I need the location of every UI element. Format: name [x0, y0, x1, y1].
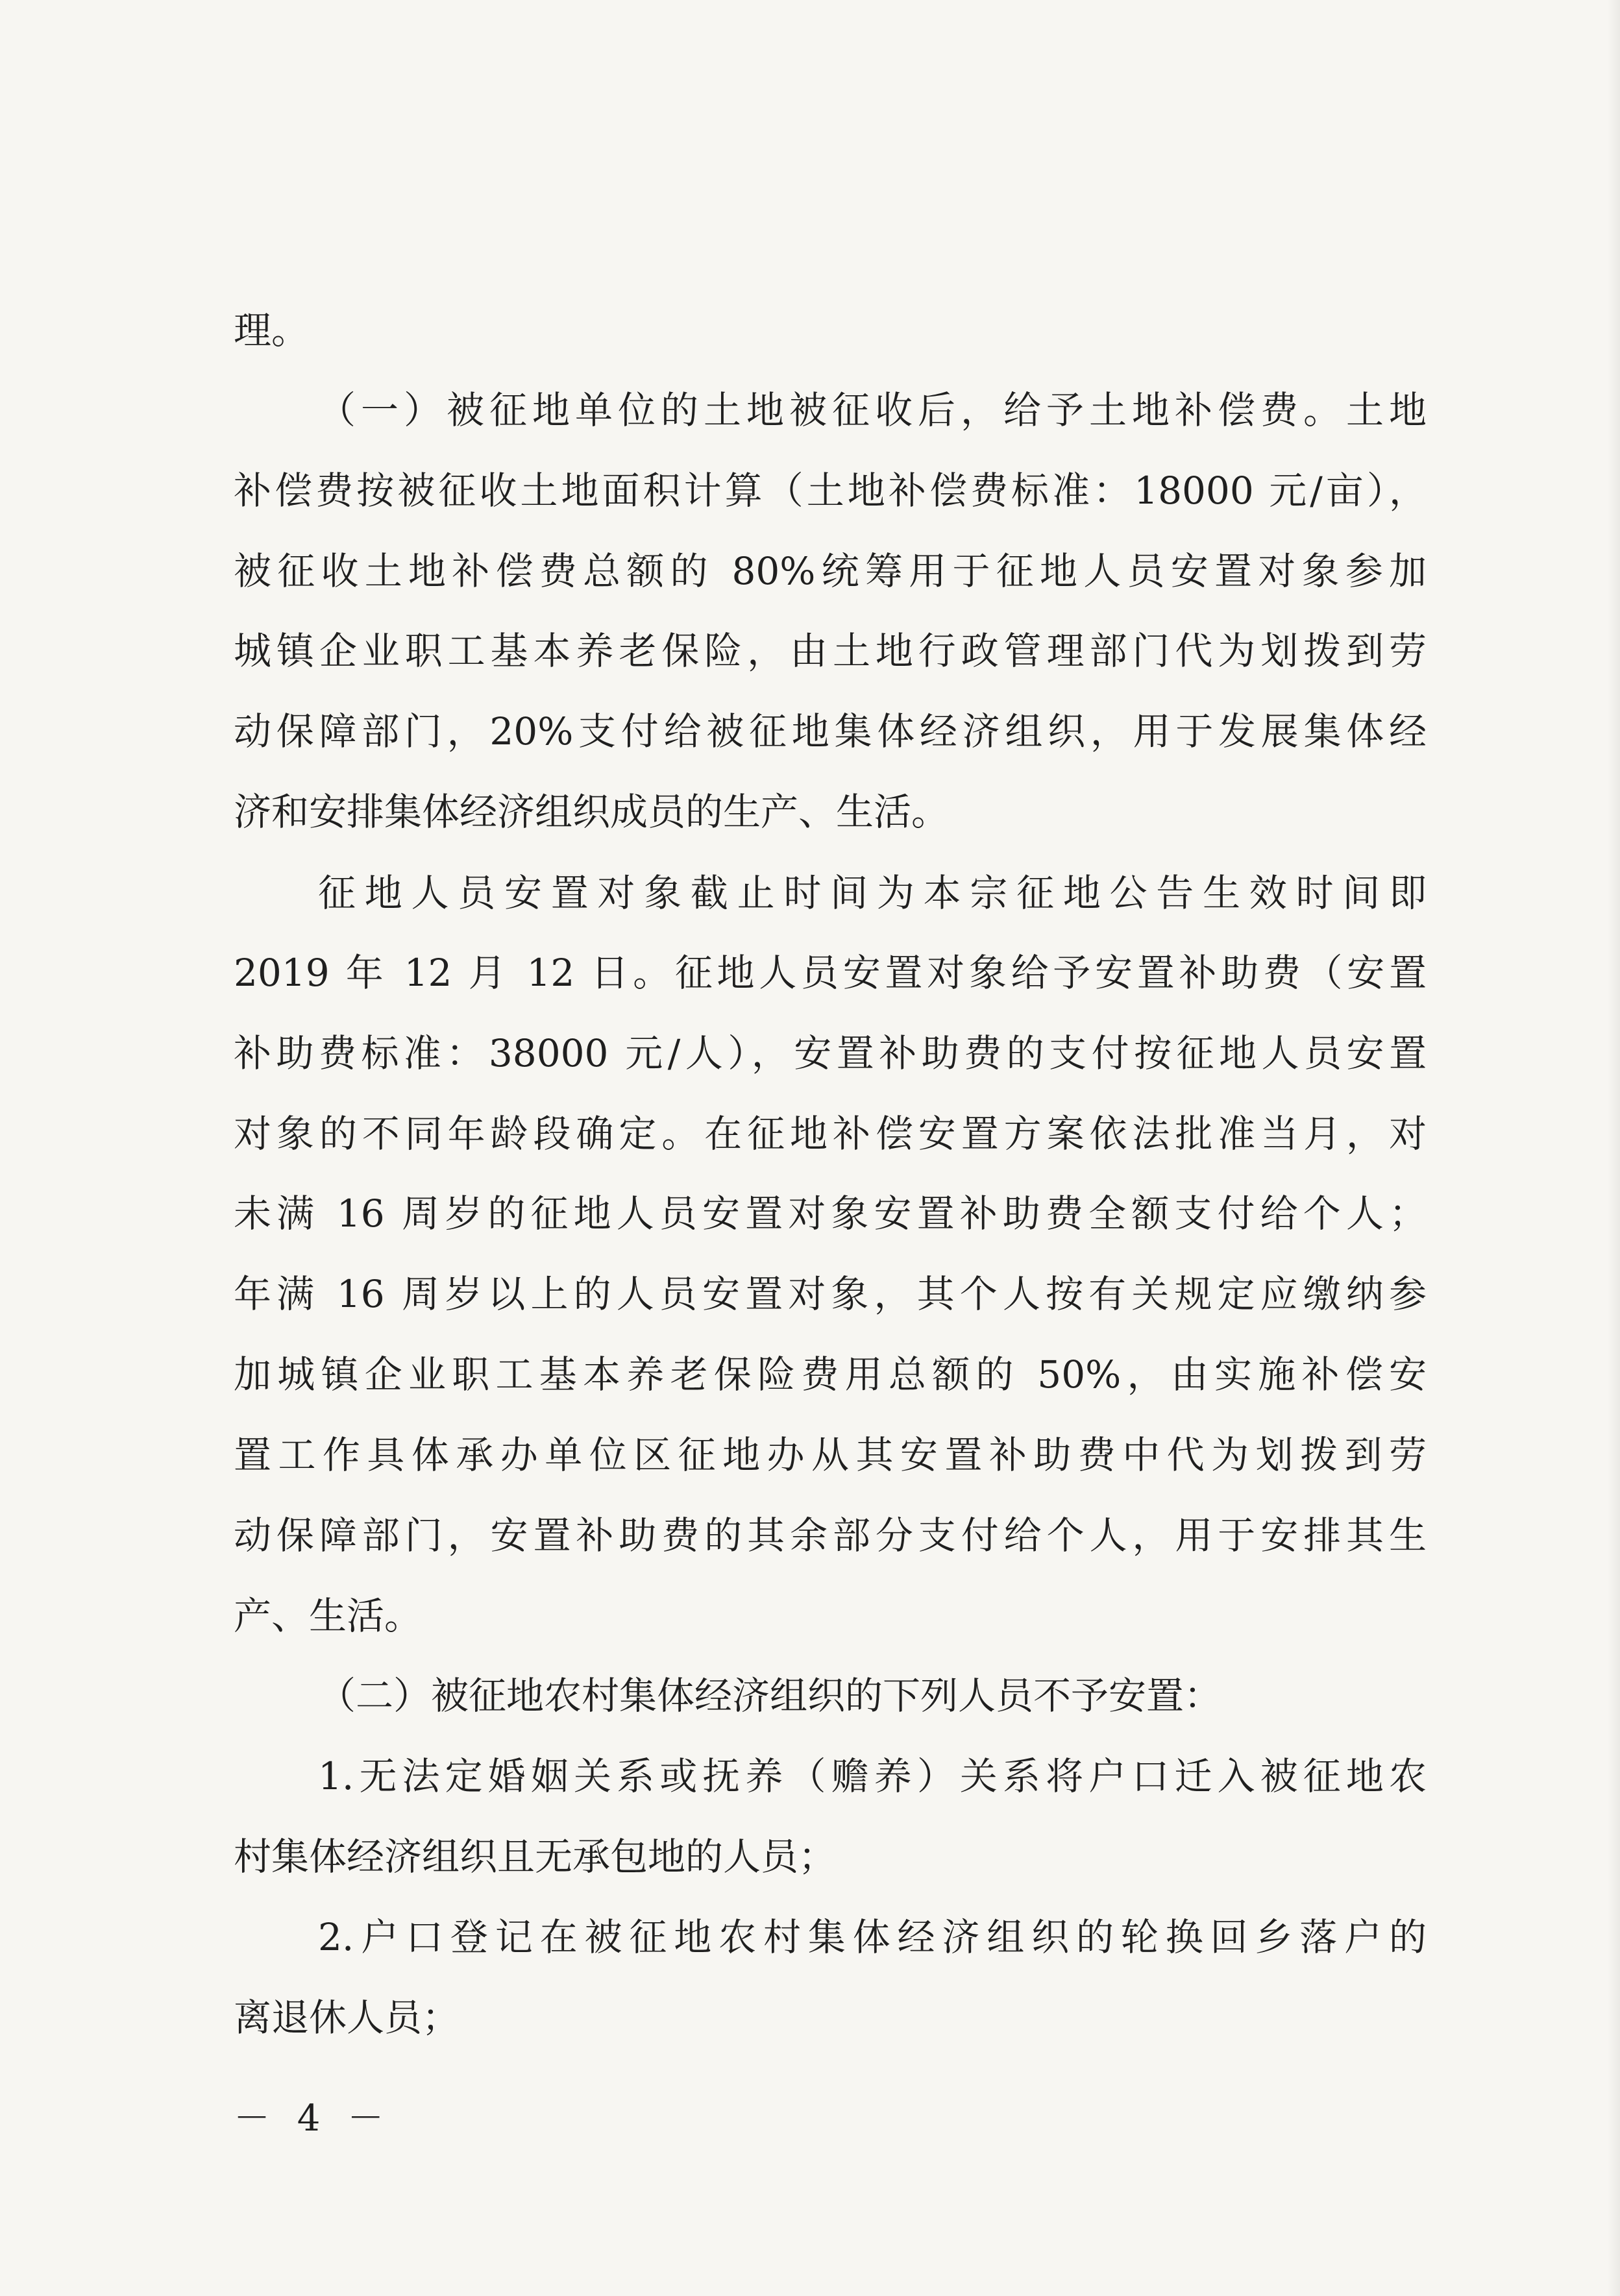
text-line: 未满 16 周岁的征地人员安置对象安置补助费全额支付给个人；	[234, 1191, 1427, 1236]
text-line: 年满 16 周岁以上的人员安置对象，其个人按有关规定应缴纳参	[234, 1272, 1427, 1316]
text-line: （二）被征地农村集体经济组织的下列人员不予安置：	[318, 1674, 1222, 1718]
text-line: 征地人员安置对象截止时间为本宗征地公告生效时间即	[318, 871, 1427, 915]
text-line: 2.户口登记在被征地农村集体经济组织的轮换回乡落户的	[318, 1915, 1427, 1959]
text-line: 补助费标准：38000 元/人），安置补助费的支付按征地人员安置	[234, 1031, 1427, 1075]
text-line: 村集体经济组织且无承包地的人员；	[234, 1835, 837, 1879]
text-line: 加城镇企业职工基本养老保险费用总额的 50%，由实施补偿安	[234, 1352, 1427, 1397]
text-line: （一）被征地单位的土地被征收后，给予土地补偿费。土地	[318, 388, 1427, 432]
text-line: 2019 年 12 月 12 日。征地人员安置对象给予安置补助费（安置	[234, 951, 1427, 995]
page-number: － 4 －	[234, 2097, 392, 2140]
text-line: 动保障部门，20%支付给被征地集体经济组织，用于发展集体经	[234, 709, 1427, 753]
text-line: 理。	[234, 308, 310, 352]
text-line: 离退休人员；	[234, 1996, 460, 2040]
text-line: 产、生活。	[234, 1594, 423, 1638]
text-line: 城镇企业职工基本养老保险，由土地行政管理部门代为划拨到劳	[234, 629, 1427, 673]
text-line: 置工作具体承办单位区征地办从其安置补助费中代为划拨到劳	[234, 1433, 1427, 1477]
text-line: 对象的不同年龄段确定。在征地补偿安置方案依法批准当月，对	[234, 1112, 1427, 1156]
text-line: 1.无法定婚姻关系或抚养（赡养）关系将户口迁入被征地农	[318, 1754, 1427, 1798]
text-line: 动保障部门，安置补助费的其余部分支付给个人，用于安排其生	[234, 1513, 1427, 1557]
text-line: 济和安排集体经济组织成员的生产、生活。	[234, 790, 950, 834]
text-line: 被征收土地补偿费总额的 80%统筹用于征地人员安置对象参加	[234, 549, 1427, 593]
text-line: 补偿费按被征收土地面积计算（土地补偿费标准：18000 元/亩），	[234, 469, 1427, 513]
scan-edge-shadow	[1607, 0, 1620, 2296]
